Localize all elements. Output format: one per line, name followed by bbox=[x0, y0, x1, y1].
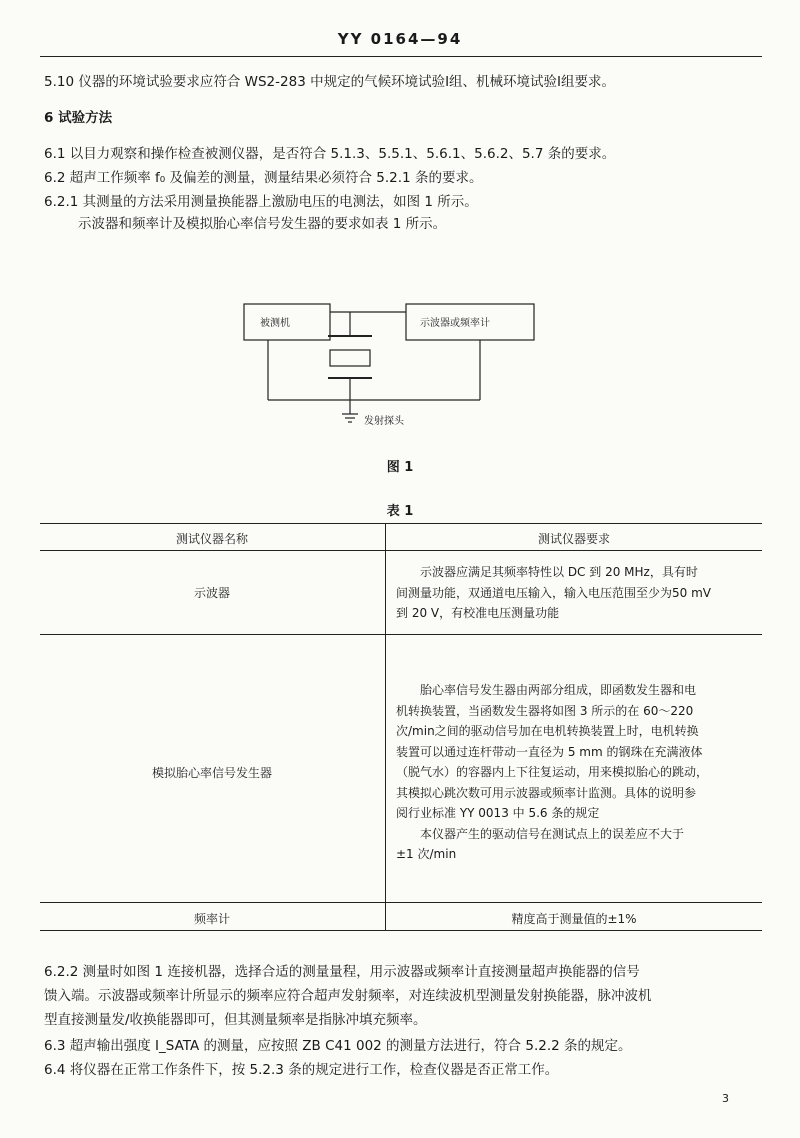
table-row-3-name: 频率计 bbox=[193, 912, 230, 926]
para-6-2-2-line1: 6.2.2 测量时如图 1 连接机器，选择合适的测量量程，用示波器或频率计直接测量超声换能器的信号 bbox=[44, 964, 640, 980]
para-6-4: 6.4 将仪器在正常工作条件下，按 5.2.3 条的规定进行工作，检查仪器是否正常工作。 bbox=[44, 1062, 559, 1078]
table-header-req: 测试仪器要求 bbox=[537, 532, 610, 546]
standard-code: YY 0164—94 bbox=[337, 30, 463, 48]
table-row-2-req: 胎心率信号发生器由两部分组成，即函数发生器和电 机转换装置，当函数发生器将如图 3 所示的在 60～220 次/min之间的驱动信号加在电机转换装置上时，电机转换 装置可以通过连杆带动一直径为 5 mm 的钢珠在充满液体 （脱气水）的容器内上下往复运动，用来模拟胎心的跳动， 其模拟心跳次数可用示波器或频率计监测。具体的说明参 阅行业标准 YY 0013 中 5.6 条的规定 本仪器产生的驱动信号在测试点上的误差应不大于 ±1 次/min bbox=[396, 683, 709, 861]
table-header-name: 测试仪器名称 bbox=[175, 532, 248, 546]
transducer-element bbox=[330, 350, 370, 366]
para-6-3: 6.3 超声输出强度 I_SATA 的测量，应按照 ZB C41 002 的测量方法进行，符合 5.2.2 条的规定。 bbox=[44, 1038, 632, 1054]
para-6-1: 6.1 以目力观察和操作检查被测仪器，是否符合 5.1.3、5.5.1、5.6.1、5.6.2、5.7 条的要求。 bbox=[44, 146, 616, 162]
section-6-title: 6 试验方法 bbox=[44, 110, 113, 126]
table-row-3-req: 精度高于测量值的±1% bbox=[511, 912, 637, 926]
para-6-2: 6.2 超声工作频率 f₀ 及偏差的测量，测量结果必须符合 5.2.1 条的要求。 bbox=[44, 170, 483, 186]
box-right-label: 示波器或频率计 bbox=[420, 318, 490, 329]
table-row-1-name: 示波器 bbox=[193, 586, 230, 600]
figure-1-diagram bbox=[230, 290, 550, 440]
box-left-label: 被测机 bbox=[260, 318, 290, 329]
para-5-10: 5.10 仪器的环境试验要求应符合 WS2-283 中规定的气候环境试验Ⅰ组、机械环境试验Ⅰ组要求。 bbox=[44, 74, 616, 90]
figure-caption: 图 1 bbox=[386, 460, 414, 475]
table-row-2-name: 模拟胎心率信号发生器 bbox=[151, 766, 272, 780]
page-number: 3 bbox=[722, 1092, 729, 1105]
table-caption: 表 1 bbox=[386, 504, 414, 519]
header-rule bbox=[40, 56, 762, 57]
para-6-2-1-cont: 示波器和频率计及模拟胎心率信号发生器的要求如表 1 所示。 bbox=[78, 216, 447, 232]
probe-label: 发射探头 bbox=[364, 416, 404, 427]
para-6-2-1: 6.2.1 其测量的方法采用测量换能器上激励电压的电测法，如图 1 所示。 bbox=[44, 194, 478, 210]
para-6-2-2-line3: 型直接测量发/收换能器即可，但其测量频率是指脉冲填充频率。 bbox=[44, 1012, 427, 1028]
para-6-2-2-line2: 馈入端。示波器或频率计所显示的频率应符合超声发射频率，对连续波机型测量发射换能器，脉冲波机 bbox=[44, 988, 652, 1004]
table-row-1-req: 示波器应满足其频率特性以 DC 到 20 MHz，具有时 间测量功能，双通道电压输入，输入电压范围至少为50 mV 到 20 V，有校准电压测量功能 bbox=[396, 565, 711, 620]
